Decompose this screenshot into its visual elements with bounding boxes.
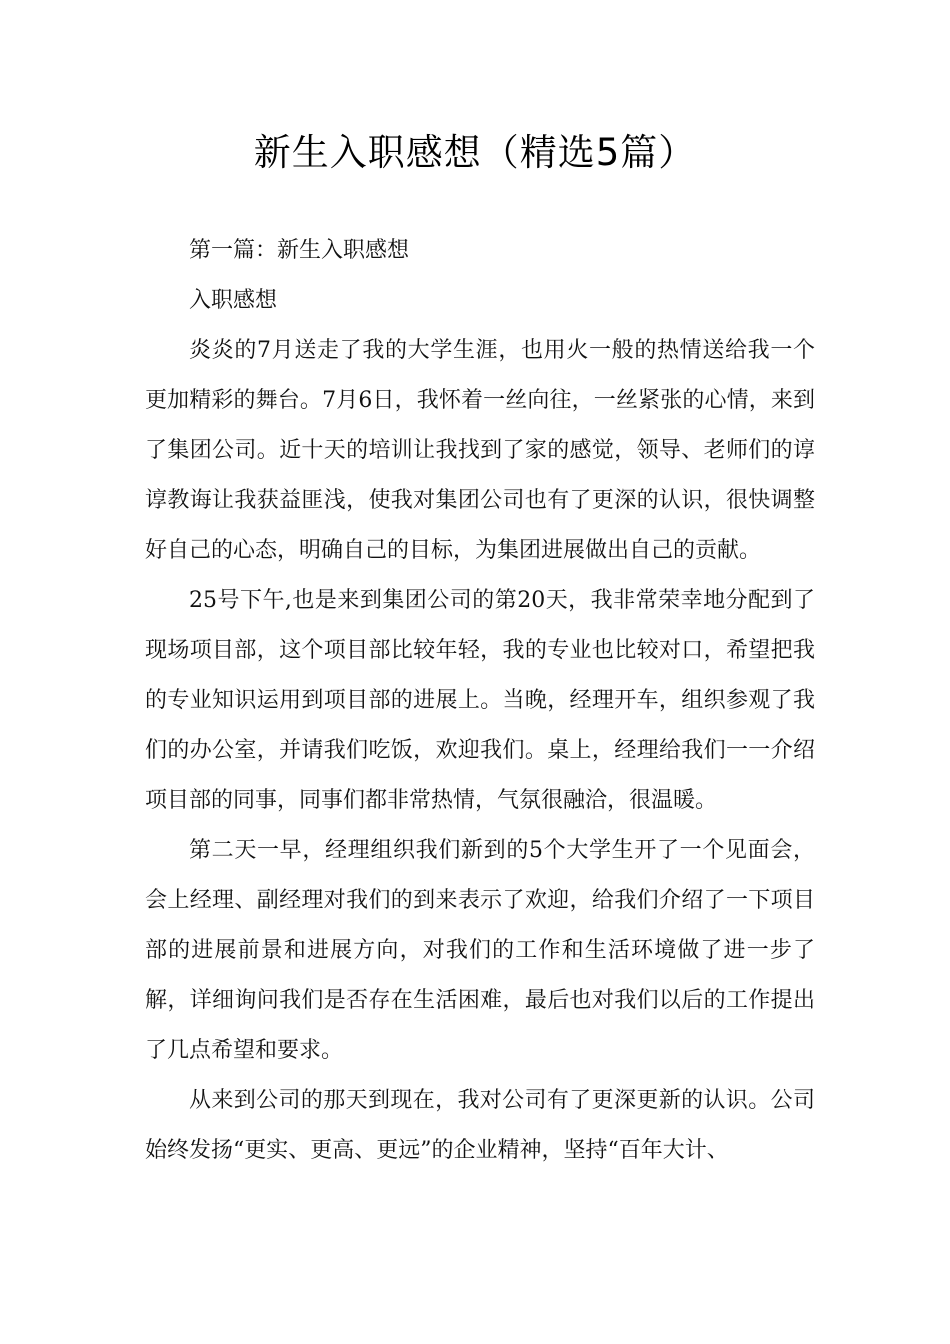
paragraph: 第二天一早，经理组织我们新到的5个大学生开了一个见面会，会上经理、副经理对我们的到来表示了欢迎，给我们介绍了一下项目部的进展前景和进展方向，对我们的工作和生活环境做了进一步了解，详细询问我们是否存在生活困难，最后也对我们以后的工作提出了几点希望和要求。 bbox=[145, 838, 815, 1063]
sub-heading: 入职感想 bbox=[189, 288, 278, 313]
document-body bbox=[145, 226, 815, 1176]
paragraph: 从来到公司的那天到现在，我对公司有了更深更新的认识。公司始终发扬“更实、更高、更远”的企业精神，坚持“百年大计、 bbox=[145, 1088, 815, 1163]
paragraph: 炎炎的7月送走了我的大学生涯，也用火一般的热情送给我一个更加精彩的舞台。7月6日，我怀着一丝向往，一丝紧张的心情，来到了集团公司。近十天的培训让我找到了家的感觉，领导、老师们的谆谆教诲让我获益匪浅，使我对集团公司也有了更深的认识，很快调整好自己的心态，明确自己的目标，为集团进展做出自己的贡献。 bbox=[145, 338, 815, 563]
document-title: 新生入职感想（精选5篇） bbox=[253, 131, 697, 174]
paragraph: 25号下午,也是来到集团公司的第20天，我非常荣幸地分配到了现场项目部，这个项目部比较年轻，我的专业也比较对口，希望把我的专业知识运用到项目部的进展上。当晚，经理开车，组织参观了我们的办公室，并请我们吃饭，欢迎我们。桌上，经理给我们一一介绍项目部的同事，同事们都非常热情，气氛很融洽，很温暖。 bbox=[145, 588, 815, 813]
section-heading: 第一篇：新生入职感想 bbox=[189, 238, 410, 263]
